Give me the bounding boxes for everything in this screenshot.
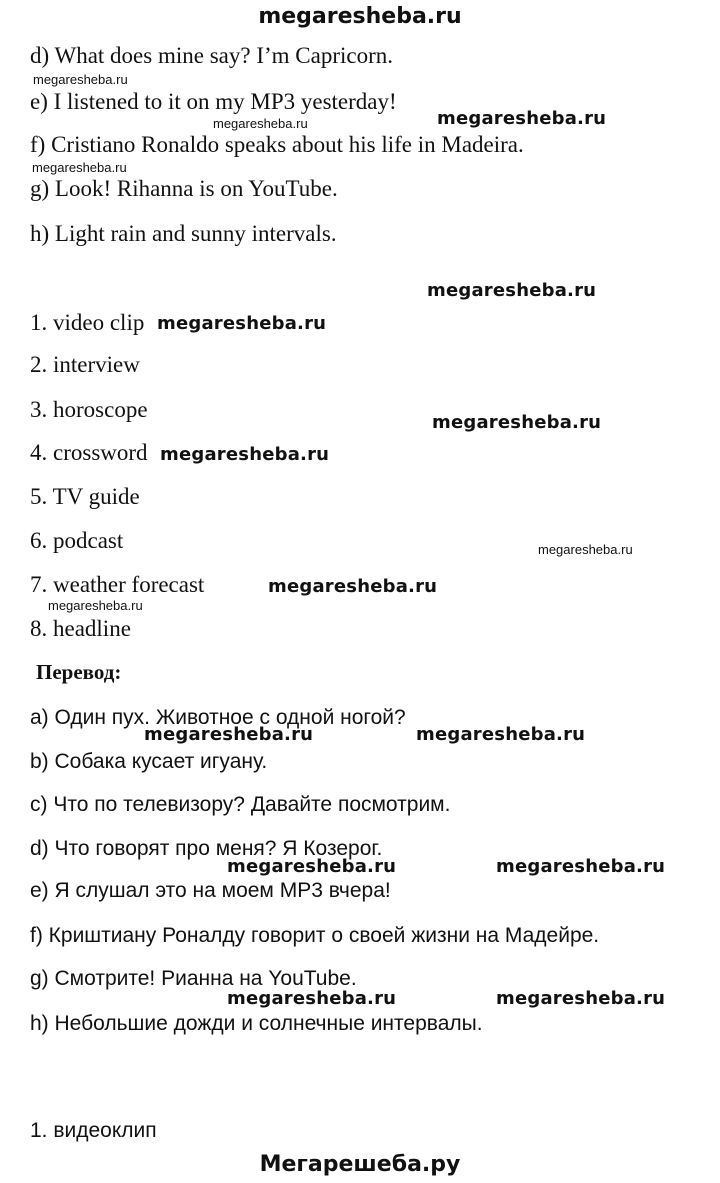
list-item-6: 6. podcast — [30, 528, 124, 553]
list-item-8: 8. headline — [30, 616, 131, 641]
list-item-3: 3. horoscope — [30, 397, 148, 422]
translation-sentence-e: e) Я слушал это на моем MP3 вчера! — [30, 879, 391, 902]
watermark-small: megaresheba.ru — [33, 72, 128, 87]
translation-sentence-c: c) Что по телевизору? Давайте посмотрим. — [30, 793, 451, 816]
watermark-bold: megaresheba.ru — [432, 412, 602, 433]
watermark-small: megaresheba.ru — [48, 598, 143, 613]
watermark-small: megaresheba.ru — [538, 542, 633, 557]
list-item-2: 2. interview — [30, 352, 140, 377]
watermark-bold: megaresheba.ru — [227, 856, 397, 877]
watermark-small: megaresheba.ru — [32, 160, 127, 175]
watermark-small: megaresheba.ru — [213, 116, 308, 131]
translation-sentence-f: f) Криштиану Роналду говорит о своей жизни на Мадейре. — [30, 924, 600, 947]
english-sentence-d: d) What does mine say? I’m Capricorn. — [30, 43, 393, 68]
header-site-title: megaresheba.ru — [258, 4, 462, 29]
watermark-bold: megaresheba.ru — [496, 856, 666, 877]
list-item-5: 5. TV guide — [30, 484, 140, 509]
footer-site-title: Мегарешеба.ру — [259, 1152, 461, 1177]
watermark-bold: megaresheba.ru — [416, 724, 586, 745]
list-item-1: 1. video clip — [30, 310, 145, 335]
watermark-bold: megaresheba.ru — [157, 313, 327, 334]
english-sentence-h: h) Light rain and sunny intervals. — [30, 221, 337, 246]
translation-sentence-b: b) Собака кусает игуану. — [30, 750, 268, 773]
translation-sentence-a: a) Один пух. Животное с одной ногой? — [30, 706, 406, 729]
translation-sentence-g: g) Смотрите! Рианна на YouTube. — [30, 967, 357, 990]
watermark-bold: megaresheba.ru — [437, 108, 607, 129]
english-sentence-g: g) Look! Rihanna is on YouTube. — [30, 176, 338, 201]
watermark-bold: megaresheba.ru — [496, 988, 666, 1009]
watermark-bold: megaresheba.ru — [427, 280, 597, 301]
watermark-bold: megaresheba.ru — [268, 576, 438, 597]
list-item-4: 4. crossword — [30, 440, 148, 465]
english-sentence-e: e) I listened to it on my MP3 yesterday! — [30, 89, 397, 114]
translation-sentence-h: h) Небольшие дожди и солнечные интервалы. — [30, 1012, 483, 1035]
translation-sentence-d: d) Что говорят про меня? Я Козерог. — [30, 837, 383, 860]
english-sentence-f: f) Cristiano Ronaldo speaks about his life in Madeira. — [30, 132, 524, 157]
translation-list-item-1: 1. видеоклип — [30, 1119, 157, 1142]
list-item-7: 7. weather forecast — [30, 572, 205, 597]
watermark-bold: megaresheba.ru — [227, 988, 397, 1009]
watermark-bold: megaresheba.ru — [144, 724, 314, 745]
watermark-bold: megaresheba.ru — [160, 444, 330, 465]
translation-heading: Перевод: — [36, 660, 122, 684]
